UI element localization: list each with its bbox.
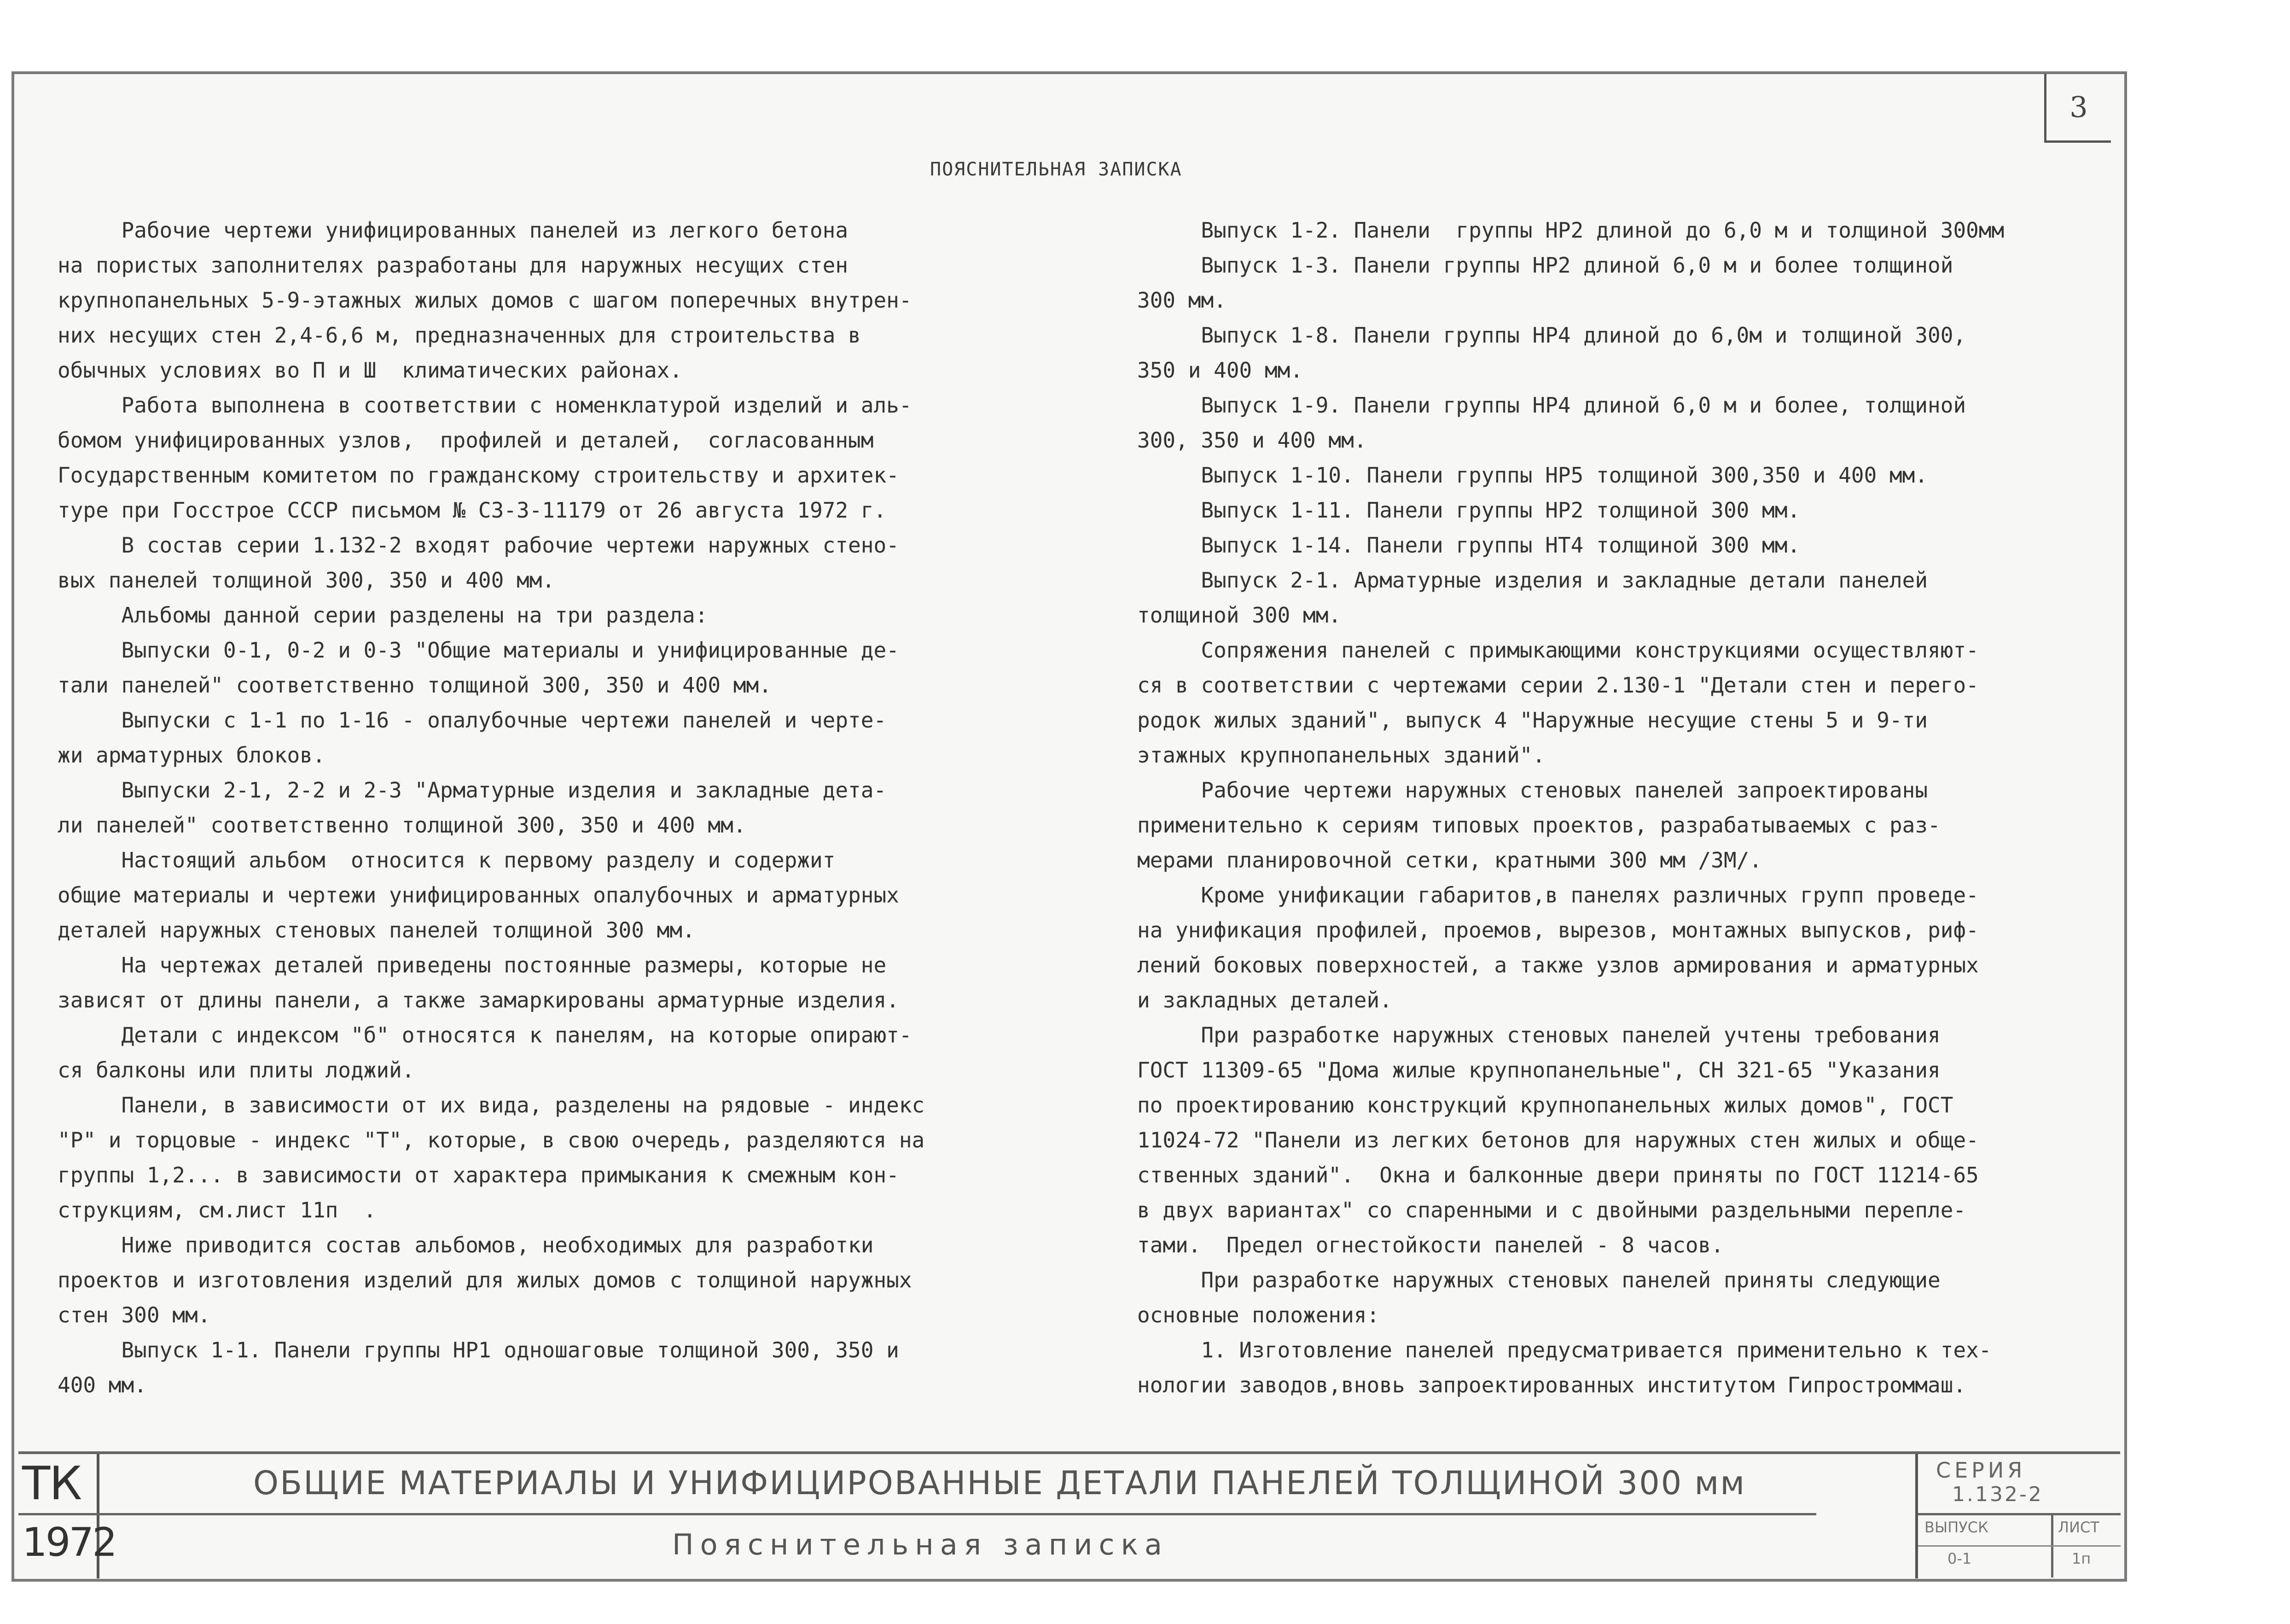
- text-line: Рабочие чертежи унифицированных панелей из легкого бетона: [58, 218, 849, 243]
- text-line: Выпуски 2-1, 2-2 и 2-3 "Арматурные изделия и закладные дета-: [58, 778, 887, 803]
- text-line: родок жилых зданий", выпуск 4 "Наружные несущие стены 5 и 9-ти: [1137, 708, 1928, 733]
- text-line: по проектированию конструкций крупнопанельных жилых домов", ГОСТ: [1137, 1093, 1953, 1118]
- title-block: [18, 1451, 2120, 1577]
- text-line: зависят от длины панели, а также замаркированы арматурные изделия.: [58, 988, 899, 1013]
- text-line: Выпуск 1-14. Панели группы НТ4 толщиной 300 мм.: [1137, 533, 1801, 558]
- text-line: тали панелей" соответственно толщиной 300, 350 и 400 мм.: [58, 673, 772, 698]
- stamp-sheet-label: ЛИСТ: [2058, 1519, 2099, 1536]
- text-line: общие материалы и чертежи унифицированных опалубочных и арматурных: [58, 883, 899, 908]
- text-line: применительно к сериям типовых проектов, разрабатываемых с раз-: [1137, 813, 1941, 838]
- text-line: Выпуск 1-3. Панели группы НР2 длиной 6,0 м и более толщиной: [1137, 253, 1953, 278]
- text-line: Выпуск 2-1. Арматурные изделия и закладные детали панелей: [1137, 568, 1928, 593]
- text-line: крупнопанельных 5-9-этажных жилых домов с шагом поперечных внутрен-: [58, 288, 912, 313]
- text-line: Альбомы данной серии разделены на три раздела:: [58, 603, 708, 628]
- stamp-issue-value: 0-1: [1947, 1550, 1972, 1567]
- text-line: лений боковых поверхностей, а также узлов армирования и арматурных: [1137, 953, 1979, 978]
- text-line: них несущих стен 2,4-6,6 м, предназначенных для строительства в: [58, 323, 861, 348]
- text-line: Рабочие чертежи наружных стеновых панелей запроектированы: [1137, 778, 1928, 803]
- text-line: Настоящий альбом относится к первому разделу и содержит: [58, 848, 836, 873]
- text-line: туре при Госстрое СССР письмом № СЗ-3-11179 от 26 августа 1972 г.: [58, 498, 887, 523]
- text-line: 11024-72 "Панели из легких бетонов для наружных стен жилых и обще-: [1137, 1128, 1979, 1153]
- stamp-organization: ТК: [22, 1456, 81, 1510]
- text-line: ственных зданий". Окна и балконные двери приняты по ГОСТ 11214-65: [1137, 1163, 1979, 1187]
- text-line: Выпуск 1-1. Панели группы НР1 одношаговые толщиной 300, 350 и: [58, 1338, 899, 1362]
- text-line: 350 и 400 мм.: [1137, 358, 1303, 383]
- text-line: 1. Изготовление панелей предусматривается применительно к тех-: [1137, 1338, 1992, 1362]
- text-line: струкциям, см.лист 11п .: [58, 1198, 377, 1222]
- text-line: стен 300 мм.: [58, 1303, 211, 1327]
- stamp-main-title: ОБЩИЕ МАТЕРИАЛЫ И УНИФИЦИРОВАННЫЕ ДЕТАЛИ ПАНЕЛЕЙ ТОЛЩИНОЙ 300 мм: [253, 1464, 1746, 1502]
- text-line: В состав серии 1.132-2 входят рабочие чертежи наружных стено-: [58, 533, 899, 558]
- text-line: ся в соответствии с чертежами серии 2.130-1 "Детали стен и перего-: [1137, 673, 1979, 698]
- text-line: Выпуски 0-1, 0-2 и 0-3 "Общие материалы и унифицированные де-: [58, 638, 899, 663]
- text-line: 300 мм.: [1137, 288, 1226, 313]
- right-text-column: [1137, 213, 2118, 1403]
- text-line: 300, 350 и 400 мм.: [1137, 428, 1367, 453]
- text-line: Ниже приводится состав альбомов, необходимых для разработки: [58, 1233, 874, 1257]
- text-line: и закладных деталей.: [1137, 988, 1392, 1013]
- sheet-number: 3: [2069, 90, 2088, 124]
- text-line: Сопряжения панелей с примыкающими конструкциями осуществляют-: [1137, 638, 1979, 663]
- text-line: на унификация профилей, проемов, вырезов, монтажных выпусков, риф-: [1137, 918, 1979, 943]
- text-line: этажных крупнопанельных зданий".: [1137, 743, 1546, 768]
- text-line: основные положения:: [1137, 1303, 1380, 1327]
- stamp-subtitle: Пояснительная записка: [672, 1528, 1169, 1561]
- text-line: ся балконы или плиты лоджий.: [58, 1058, 415, 1083]
- text-line: бомом унифицированных узлов, профилей и деталей, согласованным: [58, 428, 874, 453]
- text-line: проектов и изготовления изделий для жилых домов с толщиной наружных: [58, 1268, 912, 1292]
- text-line: Выпуск 1-9. Панели группы НР4 длиной 6,0 м и более, толщиной: [1137, 393, 1966, 418]
- text-line: Выпуск 1-10. Панели группы НР5 толщиной 300,350 и 400 мм.: [1137, 463, 1928, 488]
- text-line: Государственным комитетом по гражданскому строительству и архитек-: [58, 463, 899, 488]
- text-line: Детали с индексом "б" относятся к панелям, на которые опирают-: [58, 1023, 912, 1048]
- text-line: мерами планировочной сетки, кратными 300 мм /3М/.: [1137, 848, 1762, 873]
- text-line: группы 1,2... в зависимости от характера примыкания к смежным кон-: [58, 1163, 899, 1187]
- text-line: жи арматурных блоков.: [58, 743, 325, 768]
- text-line: Выпуск 1-2. Панели группы НР2 длиной до 6,0 м и толщиной 300мм: [1137, 218, 2005, 243]
- left-text-column: [58, 213, 1061, 1403]
- stamp-series-value: 1.132-2: [1952, 1483, 2043, 1506]
- text-line: на пористых заполнителях разработаны для наружных несущих стен: [58, 253, 849, 278]
- text-line: нологии заводов,вновь запроектированных институтом Гипростроммаш.: [1137, 1373, 1966, 1397]
- text-line: При разработке наружных стеновых панелей приняты следующие: [1137, 1268, 1941, 1292]
- text-line: вых панелей толщиной 300, 350 и 400 мм.: [58, 568, 555, 593]
- text-line: Выпуск 1-11. Панели группы НР2 толщиной 300 мм.: [1137, 498, 1801, 523]
- text-line: тами. Предел огнестойкости панелей - 8 часов.: [1137, 1233, 1724, 1257]
- text-line: обычных условиях во П и Ш климатических районах.: [58, 358, 683, 383]
- text-line: Работа выполнена в соответствии с номенклатурой изделий и аль-: [58, 393, 912, 418]
- text-line: При разработке наружных стеновых панелей учтены требования: [1137, 1023, 1941, 1048]
- stamp-sheet-value: 1п: [2072, 1550, 2091, 1567]
- text-line: "Р" и торцовые - индекс "Т", которые, в свою очередь, разделяются на: [58, 1128, 925, 1153]
- text-line: Панели, в зависимости от их вида, разделены на рядовые - индекс: [58, 1093, 925, 1118]
- text-line: Выпуск 1-8. Панели группы НР4 длиной до 6,0м и толщиной 300,: [1137, 323, 1966, 348]
- text-line: На чертежах деталей приведены постоянные размеры, которые не: [58, 953, 887, 978]
- text-line: деталей наружных стеновых панелей толщиной 300 мм.: [58, 918, 695, 943]
- stamp-series-label: СЕРИЯ: [1936, 1458, 2026, 1483]
- text-line: в двух вариантах" со спаренными и с двойными раздельными перепле-: [1137, 1198, 1966, 1222]
- text-line: 400 мм.: [58, 1373, 147, 1397]
- text-line: Выпуски с 1-1 по 1-16 - опалубочные чертежи панелей и черте-: [58, 708, 887, 733]
- text-line: Кроме унификации габаритов,в панелях различных групп проведе-: [1137, 883, 1979, 908]
- document-title: ПОЯСНИТЕЛЬНАЯ ЗАПИСКА: [930, 159, 1182, 180]
- text-line: ли панелей" соответственно толщиной 300, 350 и 400 мм.: [58, 813, 746, 838]
- text-line: ГОСТ 11309-65 "Дома жилые крупнопанельные", СН 321-65 "Указания: [1137, 1058, 1941, 1083]
- text-line: толщиной 300 мм.: [1137, 603, 1342, 628]
- stamp-year: 1972: [22, 1519, 116, 1566]
- stamp-issue-label: ВЫПУСК: [1924, 1519, 1988, 1536]
- sheet-number-box: [2044, 74, 2111, 143]
